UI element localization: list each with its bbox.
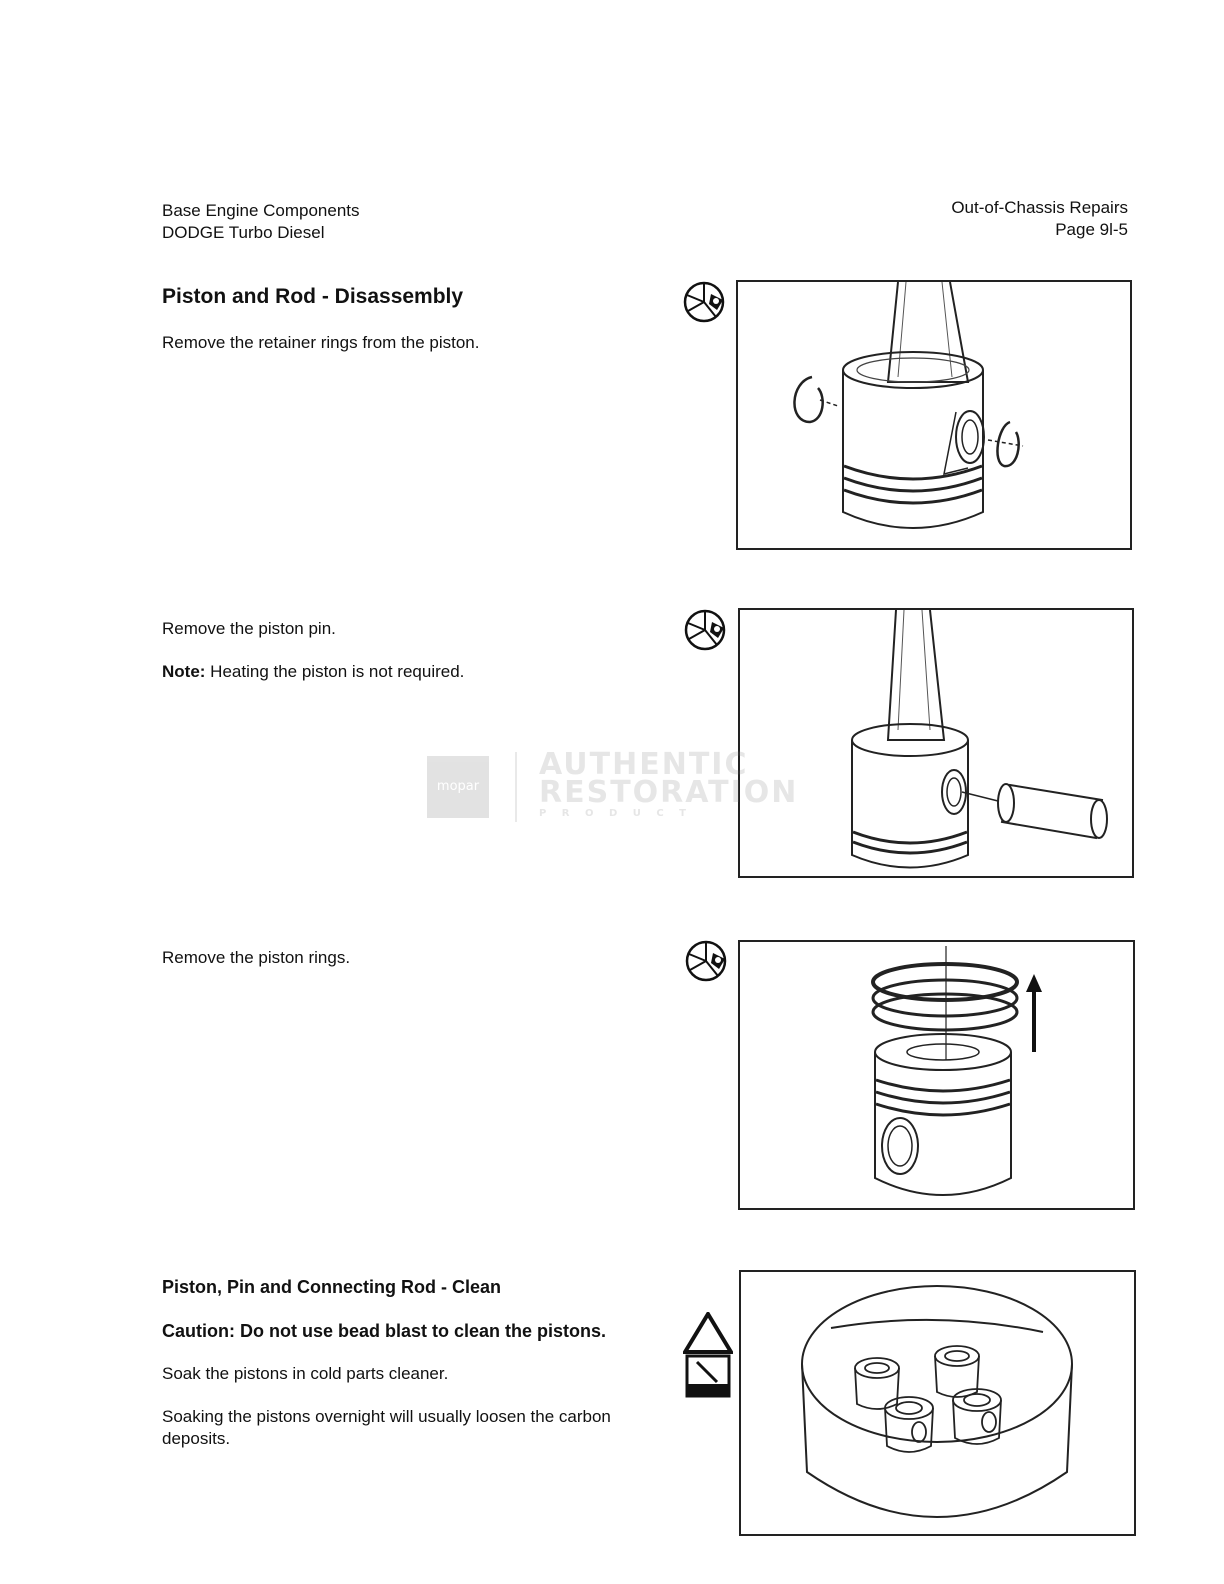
watermark-line3: P R O D U C T (539, 808, 692, 819)
caution-triangle-icon (683, 1312, 733, 1398)
manual-section-title: Base Engine Components (162, 201, 360, 220)
instruction-retainer-rings: Remove the retainer rings from the piston. (162, 333, 480, 352)
manual-engine-title: DODGE Turbo Diesel (162, 223, 325, 242)
note-text: Heating the piston is not required. (205, 662, 465, 681)
clock-wrench-icon (684, 608, 730, 654)
page-number: Page 9l-5 (1055, 220, 1128, 239)
section-title-disassembly: Piston and Rod - Disassembly (162, 285, 464, 308)
chapter-title: Out-of-Chassis Repairs (951, 198, 1128, 217)
figure-cleaning-tank (739, 1270, 1136, 1536)
clock-wrench-icon (683, 280, 729, 326)
note-heating (162, 661, 464, 683)
caution-text: Caution: Do not use bead blast to clean the pistons. (162, 1321, 607, 1341)
note-label: Note: (162, 662, 206, 681)
instruction-soak: Soak the pistons in cold parts cleaner. (162, 1364, 449, 1383)
clock-wrench-icon (685, 939, 731, 985)
watermark-line2: RESTORATION (539, 775, 799, 810)
instruction-piston-rings: Remove the piston rings. (162, 948, 351, 967)
watermark-logo (427, 747, 799, 822)
figure-retainer-rings (736, 280, 1132, 550)
instruction-piston-pin: Remove the piston pin. (162, 619, 336, 638)
figure-piston-pin (738, 608, 1134, 878)
figure-piston-rings (738, 940, 1135, 1210)
header-right (951, 197, 1128, 241)
header-left (162, 200, 360, 244)
section-title-clean: Piston, Pin and Connecting Rod - Clean (162, 1277, 502, 1297)
mopar-badge: mopar (427, 756, 489, 818)
watermark-line1: AUTHENTIC (539, 747, 749, 782)
instruction-soak-overnight: Soaking the pistons overnight will usually loosen the carbon deposits. (162, 1407, 611, 1448)
